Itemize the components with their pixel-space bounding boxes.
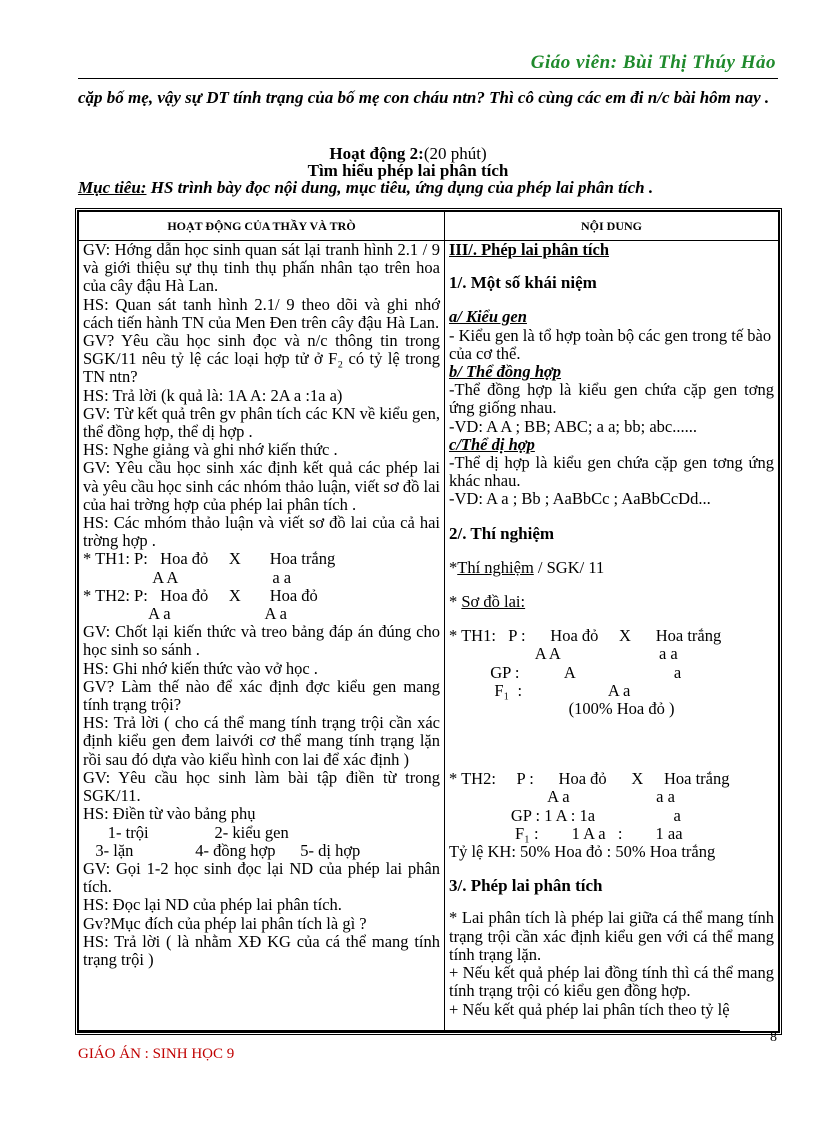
- objective-text: HS trình bày đọc nội dung, mục tiêu, ứng dụng của phép lai phân tích .: [146, 178, 654, 197]
- activity-line: GV: Yêu cầu học sinh xác định kết quả các phép lai và yêu cầu học sinh các nhóm thảo luận, viết sơ đồ lai của hai trờng hợp của phép lai phân tích .: [83, 458, 440, 514]
- activity-line: A A a a: [83, 567, 292, 587]
- experiment-ref: [449, 559, 774, 577]
- content-column: [445, 241, 779, 1032]
- col-header-content: NỘI DUNG: [445, 212, 779, 241]
- activity-line: GV? Yêu cầu học sinh đọc và n/c thông tin trong SGK/11 nêu tỷ lệ các loại hợp tử ở F₂ có tỷ lệ trong TN ntn?: [83, 331, 440, 387]
- cross-line: A a a a: [449, 787, 675, 807]
- activity-subtitle: Tìm hiểu phép lai phân tích: [307, 161, 509, 180]
- phenotype-ratio: Tỷ lệ KH: 50% Hoa đỏ : 50% Hoa trắng: [449, 842, 716, 862]
- experiment-prefix: *: [449, 557, 458, 577]
- cross-line: GP : A a: [449, 662, 682, 682]
- term-title: c/Thể dị hợp: [449, 434, 535, 454]
- activities-column: [79, 241, 445, 1032]
- activity-line: HS: Điền từ vào bảng phụ: [83, 804, 256, 824]
- cross-diagram-label: [449, 593, 774, 611]
- activity-line: GV: Hớng dẫn học sinh quan sát lại tranh hình 2.1 / 9 và giới thiệu sự thụ tinh thụ phấn nhân tạo trên hoa của cây đậu Hà Lan.: [83, 240, 440, 296]
- activity-line: HS: Các mhóm thảo luận và viết sơ đồ lai của cả hai trờng hợp .: [83, 513, 440, 551]
- term-example: -VD: A A ; BB; ABC; a a; bb; abc......: [449, 416, 697, 436]
- cross-line: F₁ : A a: [449, 680, 631, 700]
- activity-line: A a A a: [83, 604, 287, 624]
- subsection-title: 1/. Một số khái niệm: [449, 273, 597, 293]
- term-title: b/ Thể đồng hợp: [449, 362, 561, 382]
- section-title: III/. Phép lai phân tích: [449, 240, 610, 259]
- activity-line: HS: Trả lời ( là nhằm XĐ KG của cá thể mang tính trạng trội ): [83, 931, 440, 969]
- activity-line: 1- trội 2- kiểu gen: [83, 822, 289, 842]
- cross-line: GP : 1 A : 1a a: [449, 805, 681, 825]
- experiment-label: Thí nghiệm: [457, 557, 534, 577]
- col-header-activities: HOẠT ĐỘNG CỦA THẦY VÀ TRÒ: [79, 212, 445, 241]
- cross-diagram-text: Sơ đồ lai:: [461, 592, 526, 612]
- activity-line: HS: Đọc lại ND của phép lai phân tích.: [83, 895, 342, 915]
- activity-line: HS: Ghi nhớ kiến thức vào vở học .: [83, 658, 318, 678]
- cross-diagram-prefix: *: [449, 592, 462, 612]
- term-definition: - Kiểu gen là tổ hợp toàn bộ các gen trong tế bào của cơ thể.: [449, 325, 772, 363]
- content-paragraph: + Nếu kết quả phép lai đồng tính thì cá thể mang tính trạng trội có kiểu gen đồng hợp.: [449, 963, 774, 1001]
- term-definition: -Thể dị hợp là kiểu gen chứa cặp gen tơng ứng khác nhau.: [449, 453, 774, 491]
- activity-line: HS: Trả lời ( cho cá thể mang tính trạng trội cần xác định kiểu gen đem laivới cơ thể mang tính trạng lặn rồi sau đó dựa vào kiểu hình con lai để xác định ): [83, 713, 440, 769]
- lesson-table: [78, 211, 779, 1032]
- activity-line: 3- lặn 4- đồng hợp 5- dị hợp: [83, 840, 361, 860]
- term-definition: -Thể đồng hợp là kiểu gen chứa cặp gen tơng ứng giống nhau.: [449, 380, 774, 418]
- cross-line: F₁ : 1 A a : 1 aa: [449, 823, 683, 843]
- cross-line: A A a a: [449, 644, 678, 664]
- activity-line: HS: Nghe giảng và ghi nhớ kiến thức .: [83, 440, 338, 460]
- term-example: -VD: A a ; Bb ; AaBbCc ; AaBbCcDd...: [449, 489, 711, 509]
- subsection-title: 2/. Thí nghiệm: [449, 523, 555, 543]
- footer-label: GIÁO ÁN : SINH HỌC 9: [78, 1046, 235, 1062]
- cross-line: * TH1: P : Hoa đỏ X Hoa trắng: [449, 626, 722, 646]
- activity-line: HS: Trả lời (k quả là: 1A A: 2A a :1a a): [83, 385, 343, 405]
- term-title: a/ Kiểu gen: [449, 307, 527, 327]
- activity-duration: (20 phút): [423, 144, 487, 163]
- activity-title-text: Hoạt động 2:: [329, 144, 424, 163]
- activity-line: GV: Chốt lại kiến thức và treo bảng đáp án đúng cho học sinh so sánh .: [83, 622, 440, 660]
- subsection-title: 3/. Phép lai phân tích: [449, 876, 603, 896]
- objective: [78, 178, 653, 198]
- page-number: 8: [770, 1030, 777, 1045]
- objective-label: Mục tiêu:: [78, 178, 147, 197]
- activity-line: GV: Gọi 1-2 học sinh đọc lại ND của phép lai phân tích.: [83, 858, 440, 897]
- activity-line: GV: Yêu cầu học sinh làm bài tập điền từ trong SGK/11.: [83, 767, 440, 806]
- activity-line: * TH2: P: Hoa đỏ X Hoa đỏ: [83, 585, 318, 605]
- experiment-source: / SGK/ 11: [533, 557, 605, 577]
- activity-line: GV: Từ kết quả trên gv phân tích các KN về kiểu gen, thể đồng hợp, thể dị hợp .: [83, 403, 440, 442]
- cross-line: * TH2: P : Hoa đỏ X Hoa trắng: [449, 769, 730, 789]
- activity-line: * TH1: P: Hoa đỏ X Hoa trắng: [83, 549, 336, 569]
- content-paragraph: * Lai phân tích là phép lai giữa cá thể mang tính trạng trội cần xác định kiểu gen với cá thể mang tính trạng lặn.: [449, 908, 774, 964]
- activity-line: HS: Quan sát tanh hình 2.1/ 9 theo dõi và ghi nhớ cách tiến hành TN của Men Đen trên cây đậu Hà Lan.: [83, 294, 440, 332]
- header-rule: [78, 78, 778, 79]
- teacher-name: Giáo viên: Bùi Thị Thúy Hảo: [530, 52, 776, 73]
- footer-rule: [78, 1030, 740, 1031]
- content-paragraph: + Nếu kết quả phép lai phân tích theo tỷ lệ: [449, 999, 730, 1019]
- activity-line: GV? Làm thế nào để xác định đợc kiểu gen mang tính trạng trội?: [83, 676, 440, 715]
- cross-line: (100% Hoa đỏ ): [449, 699, 675, 719]
- intro-paragraph: cặp bố mẹ, vậy sự DT tính trạng của bố mẹ con cháu ntn? Thì cô cùng các em đi n/c bài hôm nay .: [78, 88, 770, 107]
- activity-line: Gv?Mục đích của phép lai phân tích là gì ?: [83, 913, 367, 933]
